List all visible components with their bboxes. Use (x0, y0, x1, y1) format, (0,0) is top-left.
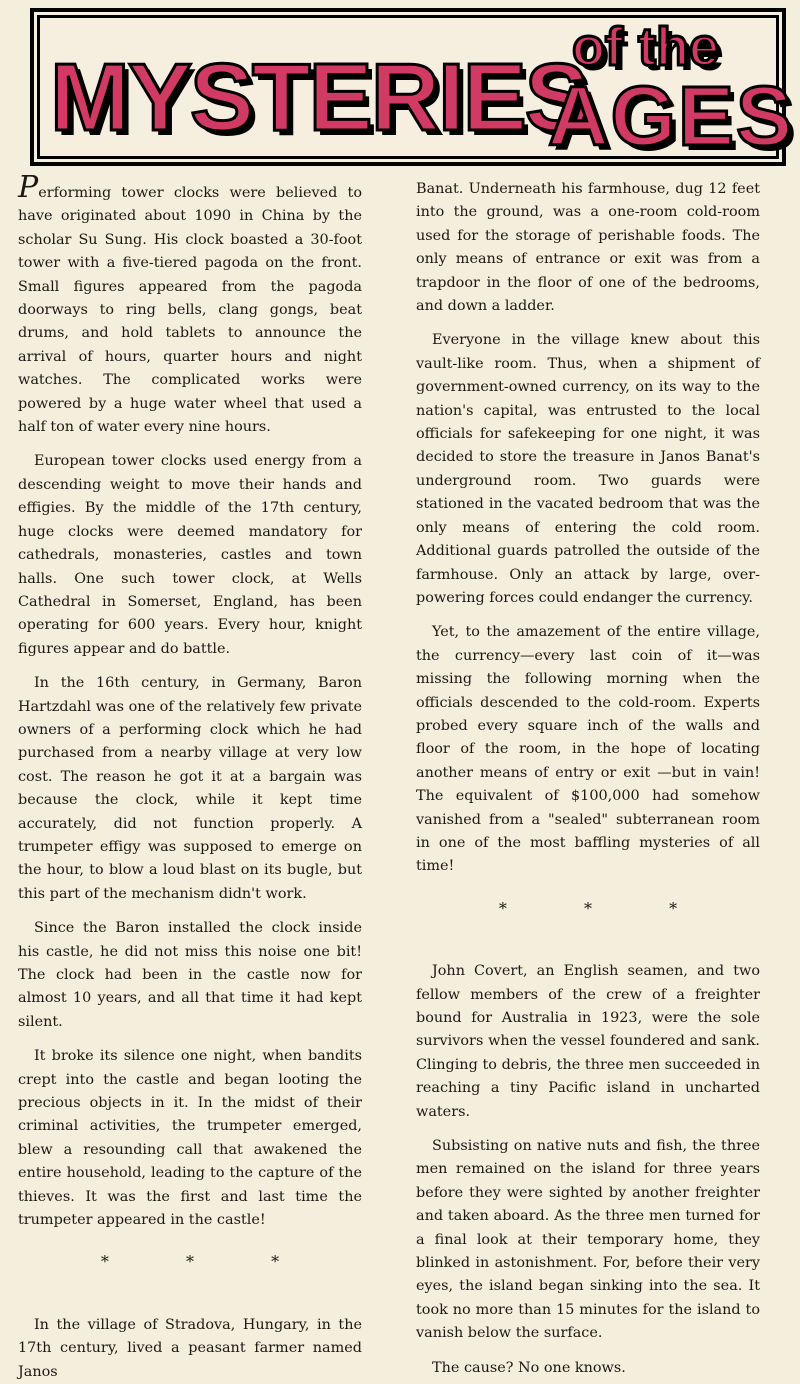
title-ages: AGES (548, 69, 795, 163)
paragraph-baron-hartzdahl: In the 16th century, in Germany, Baron Hartzdahl was one of the relatively few private owners of a performing clock which he had purchased from a nearby village at very low cost. The reason he got it at a bargain was because the clock, while it kept time accurately, did not function properly. A trumpeter effigy was supposed to emerge on the hour, to blow a loud blast on its bugle, but this part of the mechanism didn't work. (18, 675, 362, 902)
section-separator: * * * (498, 898, 714, 918)
section-separator: * * * (100, 1252, 316, 1272)
title-mysteries: MYSTERIES (50, 44, 587, 151)
paragraph-clock-in-castle: Since the Baron installed the clock inside his castle, he did not miss this noise one bit! The clock had been in the castle now for almost 10 years, and all that time it had kept silent. (18, 920, 362, 1030)
paragraph-european-tower-clocks: European tower clocks used energy from a descending weight to move their hands and effigies. By the middle of the 17th century, huge clocks were deemed mandatory for cathedrals, monasteries, castles and town halls. One such tower clock, at Wells Cathedral in Somerset, England, has been operating for 600 years. Every hour, knight figures appear and do battle. (18, 453, 362, 657)
paragraph-john-covert: John Covert, an English seamen, and two fellow members of the crew of a freighter bound for Australia in 1923, were the sole survivors when the vessel foundered and sank. Clinging to debris, the three men succeeded in reaching a tiny Pacific island in uncharted waters. (416, 963, 760, 1120)
paragraph-bandits: It broke its silence one night, when bandits crept into the castle and began looting the precious objects in it. In the midst of their criminal activities, the trumpeter emerged, blew a resounding call that awakened the entire household, leading to the capture of the thieves. It was the first and last time the trumpeter appeared in the castle! (18, 1048, 362, 1229)
paragraph-tower-clocks-china: Performing tower clocks were believed to have originated about 1090 in China by the scholar Su Sung. His clock boasted a 30-foot tower with a five-tiered pagoda on the front. Small figures appeared from the pagoda doorways to ring bells, clang gongs, beat drums, and hold tablets to announce the arrival of hours, quarter hours and night watches. The complicated works were powered by a huge water wheel that used a half ton of water every nine hours. (18, 170, 362, 436)
right-column (416, 178, 760, 1376)
left-column (18, 170, 362, 1380)
title-banner (30, 8, 795, 166)
paragraph-currency-stored: Everyone in the village knew about this vault-like room. Thus, when a shipment of government-owned currency, on its way to the nation's capital, was entrusted to the local officials for safekeeping for one night, it was decided to store the treasure in Janos Banat's underground room. Two guards were stationed in the vacated bedroom that was the only means of entering the cold room. Additional guards patrolled the outside of the farmhouse. Only an attack by large, over-powering forces could endanger the currency. (416, 332, 760, 606)
paragraph-cold-room: Banat. Underneath his farmhouse, dug 12 feet into the ground, was a one-room cold-room used for the storage of perishable foods. The only means of entrance or exit was from a trapdoor in the floor of one of the bedrooms, and down a ladder. (416, 181, 760, 315)
paragraph-stradova-intro: In the village of Stradova, Hungary, in the 17th century, lived a peasant farmer named Janos (18, 1316, 362, 1380)
paragraph-sinking-island: Subsisting on native nuts and fish, the three men remained on the island for three years before they were sighted by another freighter and taken aboard. As the three men turned for a final look at their temporary home, they blinked in astonishment. For, before their very eyes, the island began sinking into the sea. It took no more than 15 minutes for the island to vanish below the surface. (416, 1138, 760, 1342)
paragraph-cause-unknown: The cause? No one knows. (432, 1359, 626, 1376)
title-of-the: of the (572, 17, 719, 77)
paragraph-currency-missing: Yet, to the amazement of the entire village, the currency—every last coin of it—was missing the following morning when the officials descended to the cold-room. Experts probed every square inch of the walls and floor of the room, in the hope of locating another means of entry or exit —but in vain! The equivalent of $100,000 had somehow vanished from a "sealed" subterranean room in one of the most baffling mysteries of all time! (416, 624, 760, 875)
